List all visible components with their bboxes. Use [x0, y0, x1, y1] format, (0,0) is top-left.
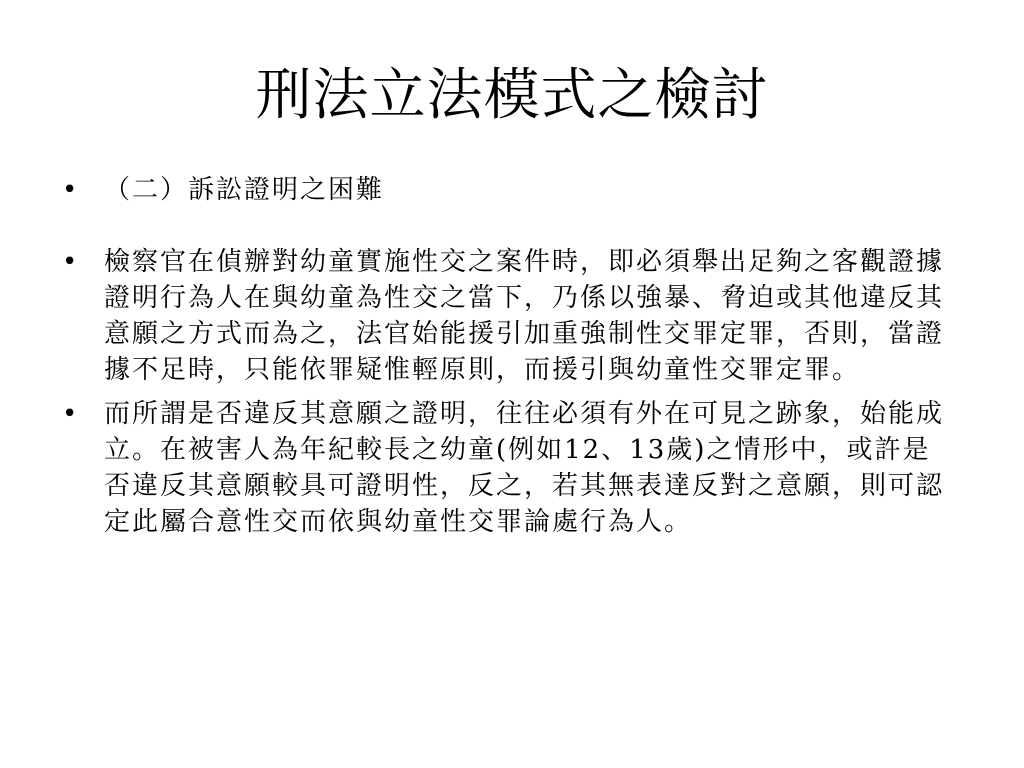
bullet-item	[56, 172, 956, 208]
bullet-text: 檢察官在偵辦對幼童實施性交之案件時，即必須舉出足夠之客觀證據證明行為人在與幼童為性交之當下，乃係以強暴、脅迫或其他違反其意願之方式而為之，法官始能援引加重強制性交罪定罪，否則，當證據不足時，只能依罪疑惟輕原則，而援引與幼童性交罪定罪。	[104, 247, 945, 385]
bullet-list	[56, 172, 956, 540]
bullet-text: （二）訴訟證明之困難	[104, 175, 385, 205]
bullet-dot-icon: •	[62, 247, 80, 277]
bullet-item	[56, 244, 956, 388]
bullet-dot-icon: •	[62, 399, 80, 429]
bullet-text: 而所謂是否違反其意願之證明，往往必須有外在可見之跡象，始能成立。在被害人為年紀較長之幼童(例如12、13歲)之情形中，或許是否違反其意願較具可證明性，反之，若其無表達反對之意願，則可認定此屬合意性交而依與幼童性交罪論處行為人。	[104, 399, 945, 537]
slide-title: 刑法立法模式之檢討	[255, 63, 769, 128]
bullet-item	[56, 396, 956, 540]
bullet-dot-icon: •	[62, 175, 80, 205]
